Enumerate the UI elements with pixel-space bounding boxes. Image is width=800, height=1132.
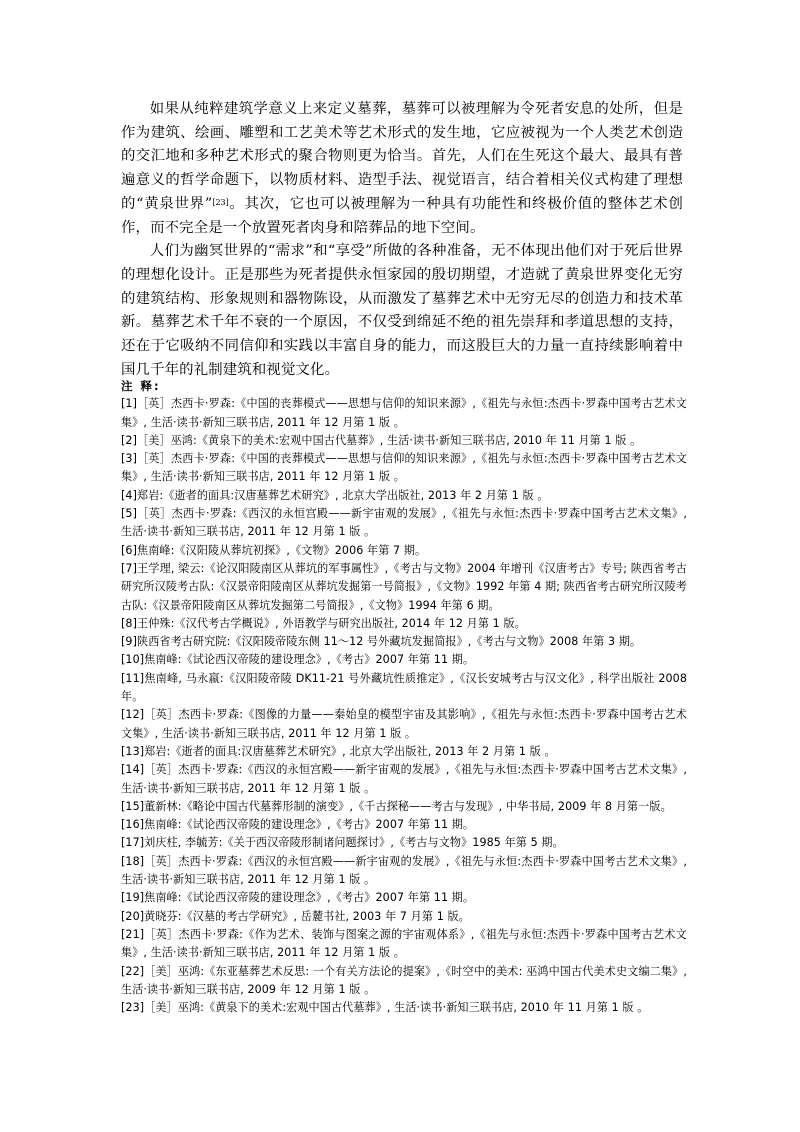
- note-item: [1]［英］杰西卡·罗森:《中国的丧葬模式——思想与信仰的知识来源》,《祖先与永恒:杰西卡·罗森中国考古艺术文集》, 生活·读书·新知三联书店, 2011 年 12 月第 1 版 。: [121, 397, 687, 429]
- paragraph-2: 人们为幽冥世界的“需求”和“享受”所做的各种准备，无不体现出他们对于死后世界的理想化设计。正是那些为死者提供永恒家园的殷切期望，才造就了黄泉世界变化无穷的建筑结构、形象规则和器物陈设，从而激发了墓葬艺术中无穷无尽的创造力和技术革新。墓葬艺术千年不衰的一个原因，不仅受到绵延不绝的祖先崇拜和孝道思想的支持，还在于它吸纳不同信仰和实践以丰富自身的能力，而这股巨大的力量一直持续影响着中国几千年的礼制建筑和视觉文化。: [121, 243, 683, 378]
- note-item: [10]焦南峰:《试论西汉帝陵的建设理念》,《考古》2007 年第 11 期。: [121, 653, 475, 667]
- note-item: [4]郑岩:《逝者的面具:汉唐墓葬艺术研究》, 北京大学出版社, 2013 年 2 月第 1 版 。: [121, 488, 549, 502]
- note-item: [17]刘庆柱, 李毓芳:《关于西汉帝陵形制诸问题探讨》,《考古与文物》1985 年第 5 期。: [121, 836, 564, 850]
- note-item: [18]［英］杰西卡·罗森:《西汉的永恒宫殿——新宇宙观的发展》,《祖先与永恒:杰西卡·罗森中国考古艺术文集》, 生活·读书·新知三联书店, 2011 年 12 月第 1 版 。: [121, 854, 687, 887]
- citation-23: [23]: [212, 197, 229, 207]
- body-text: [121, 98, 683, 382]
- notes-section: [121, 377, 687, 1017]
- note-item: [2]［美］巫鸿:《黄泉下的美术:宏观中国古代墓葬》, 生活·读书·新知三联书店, 2010 年 11 月第 1 版 。: [121, 433, 642, 447]
- note-item: [21]［英］杰西卡·罗森:《作为艺术、装饰与图案之源的宇宙观体系》,《祖先与永恒:杰西卡·罗森中国考古艺术文集》, 生活·读书·新知三联书店, 2011 年 12 月第 1 版 。: [121, 927, 687, 960]
- note-item: [15]董新林:《略论中国古代墓葬形制的演变》,《千古探秘——考古与发现》, 中华书局, 2009 年 8 月第一版。: [121, 799, 672, 813]
- note-item: [14]［英］杰西卡·罗森:《西汉的永恒宫殿——新宇宙观的发展》,《祖先与永恒:杰西卡·罗森中国考古艺术文集》, 生活·读书·新知三联书店, 2011 年 12 月第 1 版 。: [121, 763, 687, 795]
- note-item: [7]王学理, 梁云:《论汉阳陵南区从葬坑的军事属性》,《考古与文物》2004 年增刊《汉唐考古》专号; 陕西省考古研究所汉陵考古队:《汉景帝阳陵南区从葬坑发掘第一号简报》,《文物》1992 年第 4 期; 陕西省考古研究所汉陵考古队:《汉景帝阳陵南区从葬坑发掘第二号简报》,《文物》1994 年第 6 期。: [121, 561, 687, 612]
- note-item: [23]［美］巫鸿:《黄泉下的美术:宏观中国古代墓葬》, 生活·读书·新知三联书店, 2010 年 11 月第 1 版 。: [121, 1001, 649, 1015]
- note-item: [13]郑岩:《逝者的面具:汉唐墓葬艺术研究》, 北京大学出版社, 2013 年 2 月第 1 版 。: [121, 744, 556, 758]
- note-item: [3]［英］杰西卡·罗森:《中国的丧葬模式——思想与信仰的知识来源》,《祖先与永恒:杰西卡·罗森中国考古艺术文集》, 生活·读书·新知三联书店, 2011 年 12 月第 1 版 。: [121, 452, 687, 484]
- paragraph-1-text: 如果从纯粹建筑学意义上来定义墓葬，墓葬可以被理解为令死者安息的处所，但是作为建筑、绘画、雕塑和工艺美术等艺术形式的发生地，它应被视为一个人类艺术创造的交汇地和多种艺术形式的聚合物则更为恰当。首先，人们在生死这个最大、最具有普遍意义的哲学命题下，以物质材料、造型手法、视觉语言，结合着相关仪式构建了理想的“黄泉世界”: [121, 101, 683, 212]
- note-item: [20]黄晓芬:《汉墓的考古学研究》, 岳麓书社, 2003 年 7 月第 1 版。: [121, 909, 470, 923]
- paragraph-1-text-after: 。其次，它也可以被理解为一种具有功能性和终极价值的整体艺术创作，而不完全是一个放置死者肉身和陪葬品的地下空间。: [121, 195, 683, 236]
- note-item: [22]［美］巫鸿:《东亚墓葬艺术反思: 一个有关方法论的提案》,《时空中的美术: 巫鸿中国古代美术史文编二集》, 生活·读书·新知三联书店, 2009 年 12 月第 1 版 。: [121, 964, 687, 996]
- note-item: [12]［英］杰西卡·罗森:《图像的力量——秦始皇的模型宇宙及其影响》,《祖先与永恒:杰西卡·罗森中国考古艺术文集》, 生活·读书·新知三联书店, 2011 年 12 月第 1 版 。: [121, 708, 687, 740]
- notes-list: [121, 395, 687, 1017]
- note-item: [16]焦南峰:《试论西汉帝陵的建设理念》,《考古》2007 年第 11 期。: [121, 818, 475, 832]
- note-item: [8]王仲殊:《汉代考古学概说》, 外语教学与研究出版社, 2014 年 12 月第 1 版。: [121, 616, 526, 630]
- paragraph-1: [121, 98, 683, 240]
- note-item: [19]焦南峰:《试论西汉帝陵的建设理念》,《考古》2007 年第 11 期。: [121, 891, 475, 905]
- notes-title: 注 释:: [121, 379, 161, 393]
- note-item: [9]陕西省考古研究院:《汉阳陵帝陵东侧 11～12 号外藏坑发掘简报》,《考古与文物》2008 年第 3 期。: [121, 635, 642, 649]
- note-item: [11]焦南峰, 马永嬴:《汉阳陵帝陵 DK11-21 号外藏坑性质推定》,《汉长安城考古与汉文化》, 科学出版社 2008 年。: [121, 671, 687, 704]
- note-item: [6]焦南峰:《汉阳陵从葬坑初探》,《文物》2006 年第 7 期。: [121, 543, 427, 557]
- note-item: [5]［英］杰西卡·罗森:《西汉的永恒宫殿——新宇宙观的发展》,《祖先与永恒:杰西卡·罗森中国考古艺术文集》, 生活·读书·新知三联书店, 2011 年 12 月第 1 版 。: [121, 507, 687, 539]
